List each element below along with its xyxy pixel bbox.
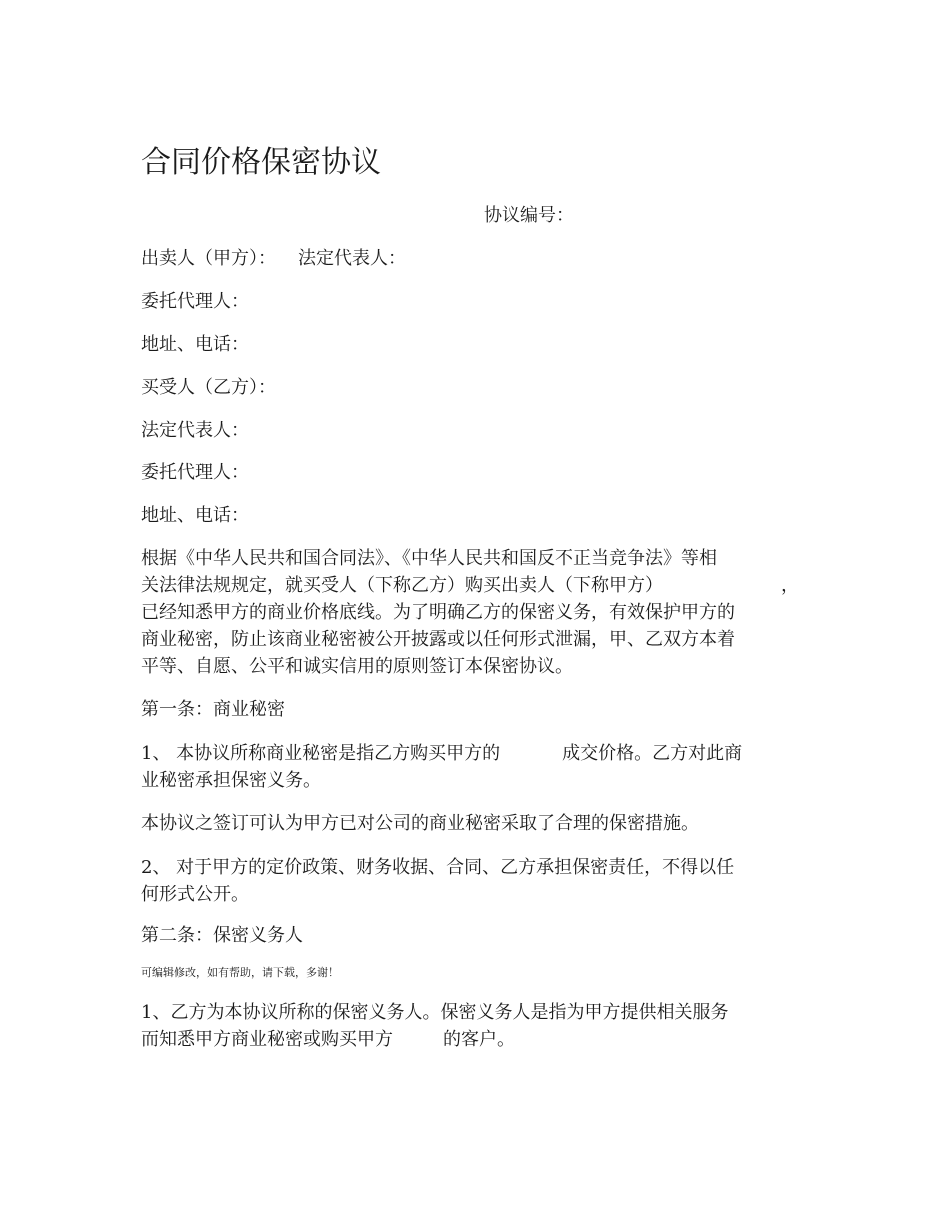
- seller-legal-rep-label: 法定代表人：: [298, 248, 406, 269]
- clause-line: 何形式公开。: [141, 884, 249, 905]
- preamble-line: 商业秘密，防止该商业秘密被公开披露或以任何形式泄漏，甲、乙双方本着: [141, 629, 735, 650]
- agreement-number-label: 协议编号：: [484, 205, 574, 226]
- clause-line-segment: 的客户。: [443, 1029, 515, 1050]
- article1-heading: 第一条：商业秘密: [141, 699, 285, 720]
- clause-line: [141, 740, 813, 767]
- clause-line-segment: 1、 本协议所称商业秘密是指乙方购买甲方的: [141, 743, 501, 764]
- clause-line-segment: 而知悉甲方商业秘密或购买甲方: [141, 1029, 393, 1050]
- article1-measures: [141, 810, 813, 837]
- preamble-line-segment: 关法律法规规定，就买受人（下称乙方）购买出卖人（下称甲方）: [141, 575, 663, 596]
- seller-agent-label: 委托代理人：: [141, 291, 249, 312]
- article1-clause2: [141, 854, 813, 908]
- article1-clause1: [141, 740, 813, 794]
- preamble-line: 平等、自愿、公平和诚实信用的原则签订本保密协议。: [141, 656, 573, 677]
- footer-note: 可编辑修改，如有帮助，请下载，多谢！: [141, 966, 339, 979]
- seller-label: 出卖人（甲方）：: [141, 248, 276, 269]
- preamble-line: 根据《中华人民共和国合同法》、《中华人民共和国反不正当竞争法》等相: [141, 548, 717, 569]
- preamble-line-segment: ，: [781, 575, 799, 596]
- clause-line-segment: 成交价格。乙方对此商: [562, 743, 743, 764]
- seller-line: [141, 245, 406, 273]
- clause-line: 本协议之签订可认为甲方已对公司的商业秘密采取了合理的保密措施。: [141, 813, 699, 834]
- buyer-legal-rep-label: 法定代表人：: [141, 420, 249, 441]
- preamble-line: 已经知悉甲方的商业价格底线。为了明确乙方的保密义务，有效保护甲方的: [141, 602, 735, 623]
- buyer-address-label: 地址、电话：: [141, 505, 249, 526]
- article2-clause1: [141, 999, 813, 1053]
- buyer-label: 买受人（乙方）：: [141, 377, 276, 398]
- preamble-line: [141, 572, 813, 599]
- clause-line: 1、乙方为本协议所称的保密义务人。保密义务人是指为甲方提供相关服务: [141, 1002, 729, 1023]
- clause-line: [141, 1026, 813, 1053]
- seller-address-label: 地址、电话：: [141, 334, 249, 355]
- document-title: 合同价格保密协议: [141, 145, 381, 180]
- buyer-agent-label: 委托代理人：: [141, 462, 249, 483]
- clause-line: 业秘密承担保密义务。: [141, 770, 321, 791]
- preamble-paragraph: [141, 545, 813, 680]
- article2-heading: 第二条：保密义务人: [141, 925, 303, 946]
- clause-line: 2、 对于甲方的定价政策、财务收据、合同、乙方承担保密责任，不得以任: [141, 857, 735, 878]
